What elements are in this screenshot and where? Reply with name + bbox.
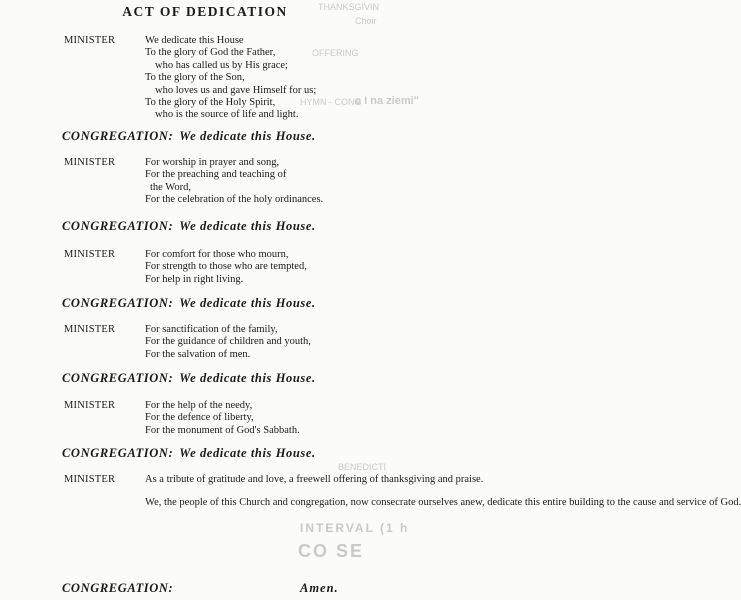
bleed-text: e I na ziemi" bbox=[355, 95, 419, 107]
text-line: We dedicate this House bbox=[145, 35, 244, 46]
response-text: We dedicate this House. bbox=[179, 446, 316, 460]
text-line: For the help of the needy, bbox=[145, 400, 253, 411]
bleed-text: THANKSGIVIN bbox=[318, 2, 380, 12]
congregation-response bbox=[62, 296, 316, 311]
liturgy-text bbox=[145, 249, 307, 286]
liturgy-text bbox=[145, 35, 316, 122]
congregation-response bbox=[62, 446, 316, 461]
liturgy-text bbox=[145, 474, 741, 510]
liturgy-text bbox=[145, 324, 311, 361]
role-label: MINISTER bbox=[64, 324, 116, 335]
liturgy-text bbox=[145, 157, 323, 207]
text-line: For the guidance of children and youth, bbox=[145, 336, 311, 348]
response-label: CONGREGATION: bbox=[62, 129, 174, 143]
text-line: who loves us and gave Himself for us; bbox=[155, 84, 317, 96]
response-text: We dedicate this House. bbox=[179, 371, 316, 385]
text-line: For the defence of liberty, bbox=[145, 412, 254, 424]
text-line: For the celebration of the holy ordinances. bbox=[145, 194, 324, 206]
congregation-response bbox=[62, 371, 316, 386]
text-paragraph: We, the people of this Church and congregation, now consecrate ourselves anew, dedicate this entire building to the cause and service of God. bbox=[145, 497, 741, 509]
bleed-text: BENEDICTI bbox=[338, 462, 387, 472]
final-response-text: Amen. bbox=[300, 581, 339, 595]
text-line: To the glory of God the Father, bbox=[145, 47, 276, 59]
text-line: For strength to those who are tempted, bbox=[145, 261, 307, 273]
bleed-text: INTERVAL (1 h bbox=[300, 521, 410, 535]
text-line: To the glory of the Son, bbox=[145, 72, 245, 84]
response-text: We dedicate this House. bbox=[179, 296, 316, 310]
response-text: We dedicate this House. bbox=[179, 219, 316, 233]
text-line: who has called us by His grace; bbox=[155, 59, 288, 71]
role-label: MINISTER bbox=[64, 249, 116, 260]
final-congregation-label: CONGREGATION: bbox=[62, 581, 174, 595]
congregation-response bbox=[62, 129, 316, 144]
response-label: CONGREGATION: bbox=[62, 219, 174, 233]
text-line: For help in right living. bbox=[145, 273, 244, 285]
text-line: For sanctification of the family, bbox=[145, 324, 278, 335]
response-label: CONGREGATION: bbox=[62, 296, 174, 310]
text-line: For worship in prayer and song, bbox=[145, 157, 280, 168]
role-label: MINISTER bbox=[64, 474, 116, 485]
liturgy-text bbox=[145, 400, 300, 437]
text-paragraph: As a tribute of gratitude and love, a freewell offering of thanksgiving and praise. bbox=[145, 474, 484, 485]
text-line: For the salvation of men. bbox=[145, 348, 251, 360]
role-label: MINISTER bbox=[64, 35, 116, 46]
role-label: MINISTER bbox=[64, 400, 116, 411]
bleed-text: CO SE bbox=[298, 541, 365, 561]
text-line: To the glory of the Holy Spirit, bbox=[145, 97, 276, 109]
text-line: For the monument of God's Sabbath. bbox=[145, 424, 300, 436]
response-label: CONGREGATION: bbox=[62, 446, 174, 460]
role-label: MINISTER bbox=[64, 157, 116, 168]
bleed-text: OFFERING bbox=[312, 48, 359, 58]
text-line: For comfort for those who mourn, bbox=[145, 249, 289, 260]
text-line: who is the source of life and light. bbox=[155, 109, 299, 121]
response-label: CONGREGATION: bbox=[62, 371, 174, 385]
text-line: the Word, bbox=[150, 181, 191, 193]
page-title: ACT OF DEDICATION bbox=[122, 4, 288, 19]
response-text: We dedicate this House. bbox=[179, 129, 316, 143]
text-line: For the preaching and teaching of bbox=[145, 169, 287, 181]
bleed-text: HYMN - CONG bbox=[300, 97, 362, 107]
bleed-text: Choir bbox=[355, 16, 377, 26]
congregation-response bbox=[62, 219, 316, 234]
